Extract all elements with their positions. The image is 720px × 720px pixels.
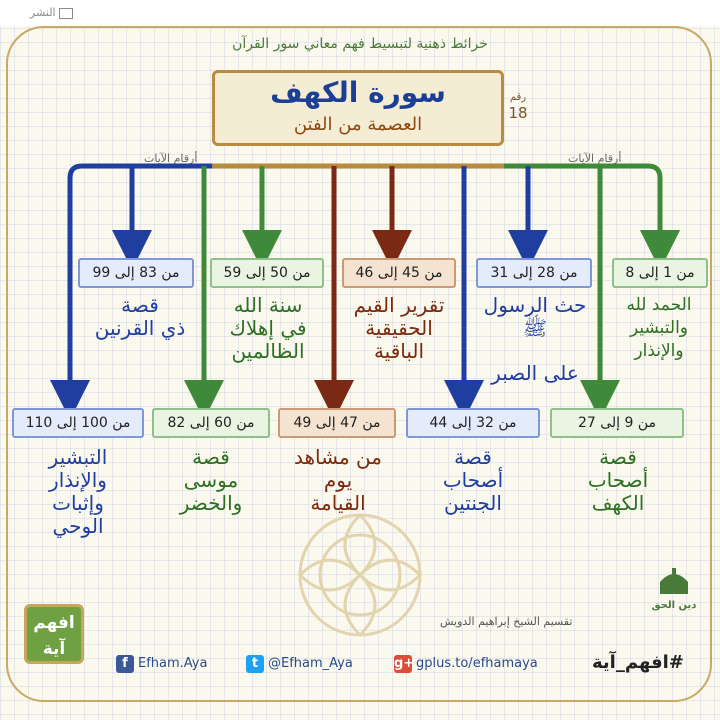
efham-aya-logo: افهم آية xyxy=(24,604,84,664)
twitter-icon: t xyxy=(246,655,264,673)
range-100-110: من 100 إلى 110 xyxy=(12,408,144,438)
surah-name: سورة الكهف xyxy=(270,76,446,109)
range-9-27: من 9 إلى 27 xyxy=(550,408,684,438)
publish-link[interactable]: النشر xyxy=(30,6,73,19)
facebook-link[interactable]: f Efham.Aya xyxy=(116,654,207,674)
facebook-icon: f xyxy=(116,655,134,673)
topic-45-46: تقرير القيم الحقيقية الباقية xyxy=(353,293,445,363)
range-47-49: من 47 إلى 49 xyxy=(278,408,396,438)
gplus-link[interactable]: g+ gplus.to/efhamaya xyxy=(394,655,538,671)
surah-number-label: رقم xyxy=(509,92,527,103)
topic-83-99: قصة ذي القرنين xyxy=(94,293,186,340)
dome-icon xyxy=(654,566,694,596)
topic-28-31: حث الرسول ﷺ على الصبر xyxy=(483,293,587,385)
range-83-99: من 83 إلى 99 xyxy=(78,258,194,288)
range-1-8: من 1 إلى 8 xyxy=(612,258,708,288)
range-50-59: من 50 إلى 59 xyxy=(210,258,324,288)
ornament-icon xyxy=(280,500,440,650)
ayat-label-left: أرقام الآيات xyxy=(144,152,198,165)
series-title: خرائط ذهنية لتبسيط فهم معاني سور القرآن xyxy=(232,36,488,52)
topic-50-59: سنة الله في إهلاك الظالمين xyxy=(229,293,307,363)
range-28-31: من 28 إلى 31 xyxy=(476,258,592,288)
topic-100-110: التبشير والإنذار وإثبات الوحي xyxy=(48,445,108,538)
hashtag: #افهم_آية xyxy=(592,652,684,673)
range-60-82: من 60 إلى 82 xyxy=(152,408,270,438)
range-32-44: من 32 إلى 44 xyxy=(406,408,540,438)
range-45-46: من 45 إلى 46 xyxy=(342,258,456,288)
deen-alhaq-text: دين الحق xyxy=(651,600,697,611)
topic-9-27: قصة أصحاب الكهف xyxy=(587,445,649,515)
topic-60-82: قصة موسى والخضر xyxy=(179,445,243,515)
surah-number: 18 xyxy=(508,104,528,122)
topic-1-8: الحمد لله والتبشير والإنذار xyxy=(626,295,692,361)
topic-47-49: من مشاهد يوم القيامة xyxy=(294,445,382,515)
topic-32-44: قصة أصحاب الجنتين xyxy=(442,445,504,515)
deen-alhaq-logo xyxy=(648,566,700,616)
ayat-label-right: أرقام الآيات xyxy=(568,152,622,165)
credit-text: تقسيم الشيخ إبراهيم الدويش xyxy=(440,615,573,628)
gplus-icon: g+ xyxy=(394,655,415,671)
twitter-link[interactable]: t @Efham_Aya xyxy=(246,654,353,674)
surah-theme: العصمة من الفتن xyxy=(293,114,423,135)
